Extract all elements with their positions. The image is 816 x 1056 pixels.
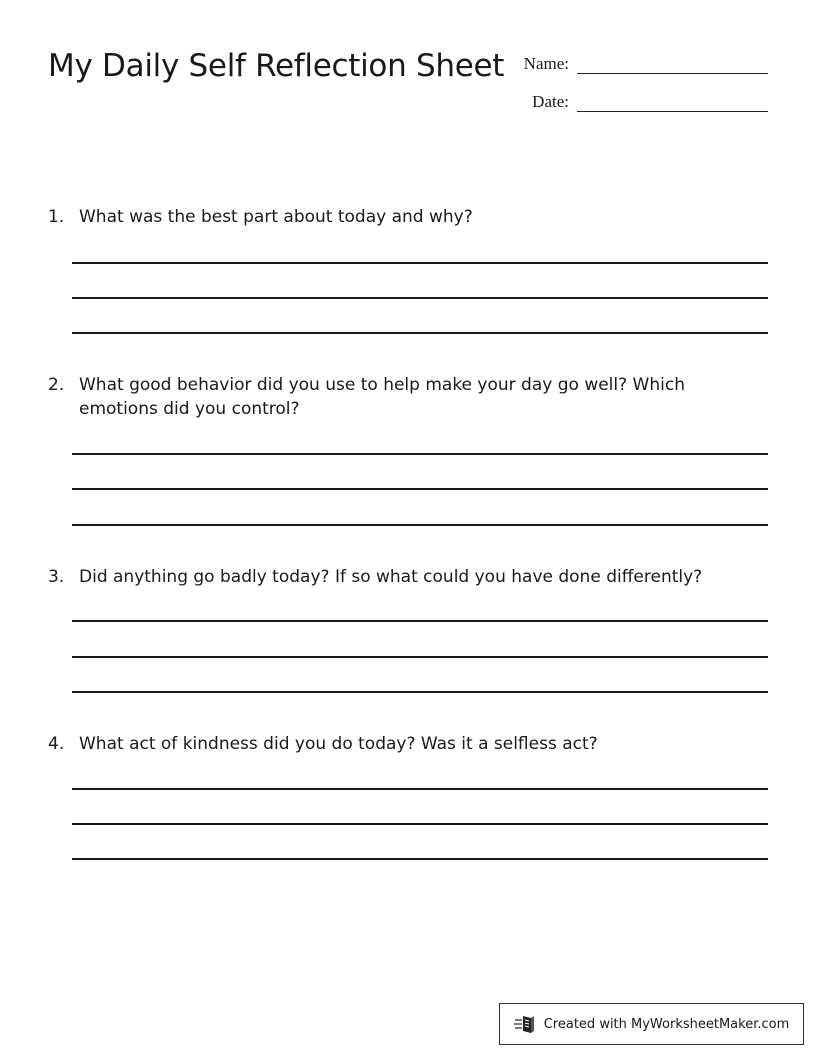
question-text: What good behavior did you use to help make your day go well? Which emotions did you control? (79, 375, 685, 419)
answer-line[interactable] (72, 656, 768, 658)
answer-line[interactable] (72, 823, 768, 825)
question-text: Did anything go badly today? If so what could you have done differently? (79, 567, 703, 587)
question-2 (48, 373, 768, 421)
question-number: 2. (48, 375, 65, 395)
footer-badge (499, 1003, 804, 1045)
answer-line[interactable] (72, 788, 768, 790)
footer-text: Created with MyWorksheetMaker.com (543, 1016, 790, 1032)
answer-line[interactable] (72, 691, 768, 693)
date-field[interactable] (577, 93, 768, 112)
question-text: What act of kindness did you do today? Was it a selfless act? (79, 734, 598, 754)
worksheet-maker-logo-icon (514, 1013, 536, 1035)
answer-line[interactable] (72, 524, 768, 526)
question-number: 1. (48, 207, 65, 227)
name-row (509, 54, 768, 74)
answer-line[interactable] (72, 453, 768, 455)
question-text: What was the best part about today and why? (79, 207, 473, 227)
question-number: 3. (48, 567, 65, 587)
name-label: Name: (523, 54, 569, 73)
question-4 (48, 732, 768, 756)
page-title: My Daily Self Reflection Sheet (48, 48, 505, 84)
answer-line[interactable] (72, 488, 768, 490)
answer-line[interactable] (72, 297, 768, 299)
answer-line[interactable] (72, 858, 768, 860)
date-row (509, 92, 768, 112)
question-1 (48, 205, 768, 229)
name-field[interactable] (577, 55, 768, 74)
answer-line[interactable] (72, 620, 768, 622)
question-number: 4. (48, 734, 65, 754)
answer-line[interactable] (72, 262, 768, 264)
date-label: Date: (532, 92, 569, 111)
question-3 (48, 565, 768, 589)
answer-line[interactable] (72, 332, 768, 334)
